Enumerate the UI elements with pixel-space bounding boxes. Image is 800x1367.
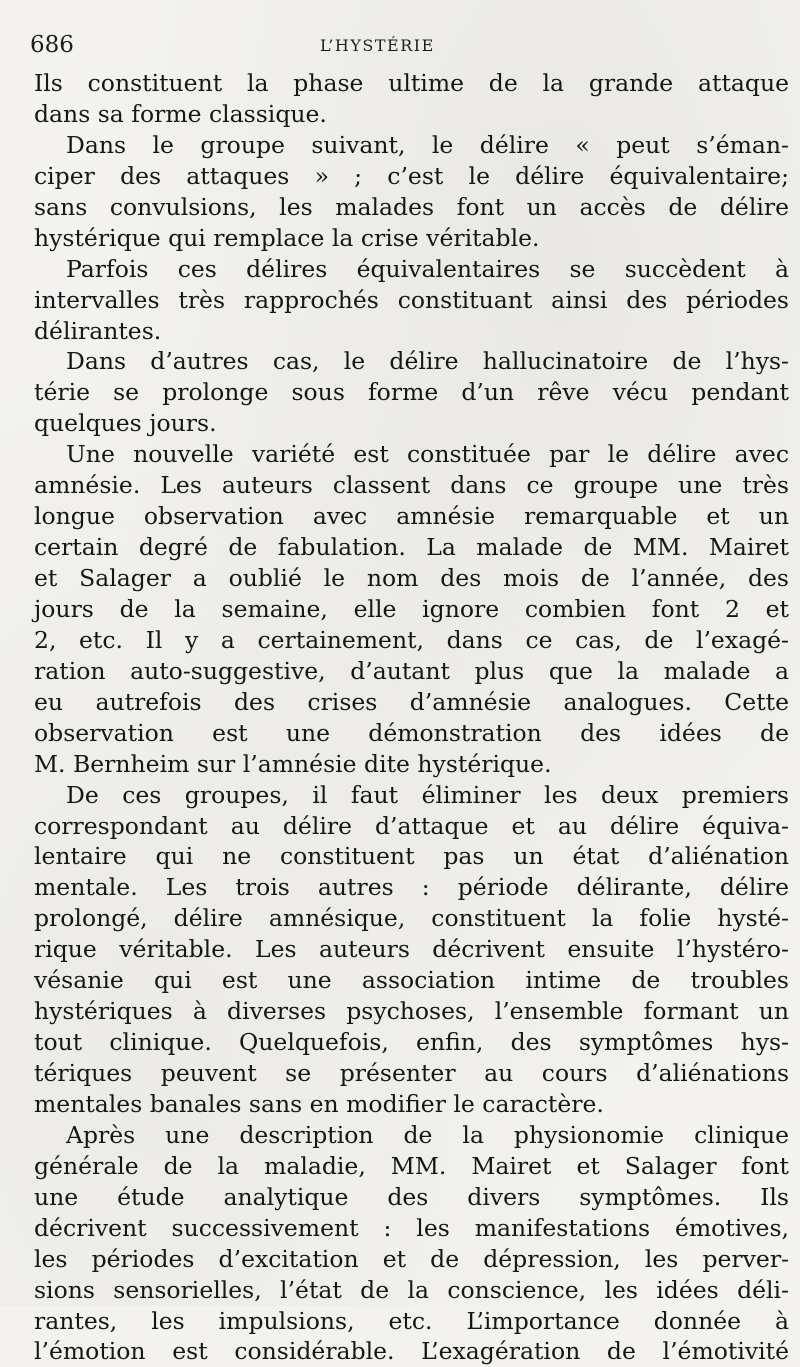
text-line: dans sa forme classique. [34, 99, 327, 128]
text-line: décrivent successivement : les manifestations émotives, [34, 1213, 789, 1242]
text-line: mentale. Les trois autres : période délirante, délire [34, 873, 789, 902]
text-line: De ces groupes, il faut éliminer les deux premiers [66, 780, 789, 809]
text-line: Ils constituent la phase ultime de la grande attaque [34, 69, 789, 97]
text-line: mentales banales sans en modifier le caractère. [34, 1089, 604, 1118]
text-line: térie se prolonge sous forme d’un rêve vécu pendant [34, 378, 789, 407]
text-line: Une nouvelle variété est constituée par le délire avec [66, 440, 789, 469]
text-line: vésanie qui est une association intime de troubles [34, 966, 789, 995]
page-number: 686 [30, 32, 74, 58]
text-line: l’émotion est considérable. L’exagération de l’émotivité [34, 1337, 789, 1366]
text-line: générale de la maladie, MM. Mairet et Salager font [34, 1151, 789, 1180]
text-line: eu autrefois des crises d’amnésie analogues. Cette [34, 687, 789, 716]
text-line: rantes, les impulsions, etc. L’importance donnée à [34, 1306, 789, 1335]
text-line: intervalles très rapprochés constituant ainsi des périodes [34, 285, 789, 314]
text-line: hystériques à diverses psychoses, l’ensemble formant un [34, 997, 789, 1026]
text-line: délirantes. [34, 316, 162, 345]
text-line: 2, etc. Il y a certainement, dans ce cas, de l’exagé- [34, 625, 789, 654]
text-line: une étude analytique des divers symptômes. Ils [34, 1182, 789, 1211]
text-line: observation est une démonstration des idées de [34, 718, 789, 747]
text-line: longue observation avec amnésie remarquable et un [34, 502, 789, 531]
body-text [34, 68, 789, 1367]
page-header [30, 32, 780, 62]
text-line: Dans d’autres cas, le délire hallucinatoire de l’hys- [66, 347, 789, 376]
text-line: Parfois ces délires équivalentaires se succèdent à [66, 254, 789, 283]
text-line: amnésie. Les auteurs classent dans ce groupe une très [34, 471, 789, 500]
text-line: Après une description de la physionomie clinique [66, 1120, 789, 1149]
text-line: M. Bernheim sur l’amnésie dite hystérique. [34, 749, 552, 778]
text-line: rique véritable. Les auteurs décrivent ensuite l’hystéro- [34, 935, 789, 964]
text-line: sans convulsions, les malades font un accès de délire [34, 192, 789, 221]
running-title: L’HYSTÉRIE [320, 36, 435, 55]
text-line: ration auto-suggestive, d’autant plus que la malade a [34, 656, 789, 685]
text-line: ciper des attaques » ; c’est le délire équivalentaire; [34, 161, 789, 190]
text-line: certain degré de fabulation. La malade de MM. Mairet [34, 533, 789, 562]
text-line: quelques jours. [34, 409, 217, 438]
text-line: Dans le groupe suivant, le délire « peut s’éman- [66, 130, 789, 159]
text-line: correspondant au délire d’attaque et au délire équiva- [34, 811, 789, 840]
text-line: lentaire qui ne constituent pas un état d’aliénation [34, 842, 789, 871]
text-line: tériques peuvent se présenter au cours d’aliénations [34, 1059, 789, 1087]
text-line: hystérique qui remplace la crise véritable. [34, 223, 540, 252]
text-line: les périodes d’excitation et de dépression, les perver- [34, 1244, 789, 1273]
text-line: et Salager a oublié le nom des mois de l’année, des [34, 564, 789, 592]
text-line: jours de la semaine, elle ignore combien font 2 et [34, 594, 789, 623]
text-line: tout clinique. Quelquefois, enfin, des symptômes hys- [34, 1028, 789, 1057]
text-line: sions sensorielles, l’état de la conscience, les idées déli- [34, 1275, 789, 1304]
text-line: prolongé, délire amnésique, constituent la folie hysté- [34, 904, 789, 933]
